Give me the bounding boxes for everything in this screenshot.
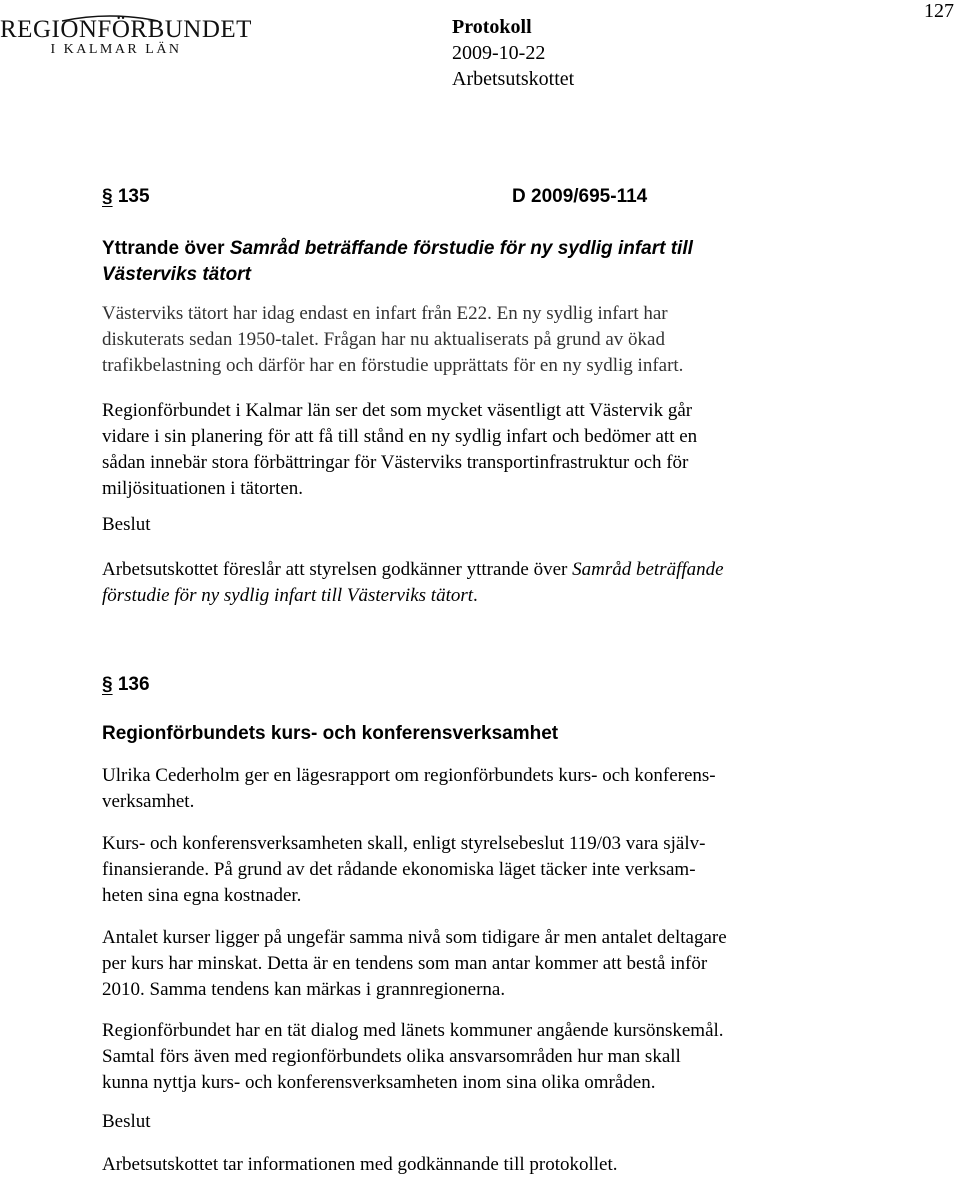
logo-name: REGIONFÖRBUNDET: [0, 16, 252, 43]
text-line: Samtal förs även med regionförbundets olika ansvarsområden hur man skall: [102, 1046, 681, 1067]
section-135-decision: [102, 557, 872, 609]
decision-end: .: [473, 585, 478, 606]
text-line: diskuterats sedan 1950-talet. Frågan har nu aktualiserats på grund av ökad: [102, 329, 665, 350]
title-italic: Samråd beträffande förstudie för ny sydlig infart till: [229, 238, 693, 259]
page-number: 127: [924, 0, 954, 22]
section-136-title: Regionförbundets kurs- och konferensverksamhet: [102, 723, 559, 744]
section-135-paragraph: [102, 398, 872, 502]
document-type: Protokoll: [452, 16, 532, 38]
text-line: Kurs- och konferensverksamheten skall, enligt styrelsebeslut 119/03 vara själv-: [102, 833, 706, 854]
text-line: miljösituationen i tätorten.: [102, 478, 304, 499]
logo-swoosh-icon: [60, 14, 160, 22]
decision-label: Beslut: [102, 1111, 151, 1132]
text-line: 2010. Samma tendens kan märkas i grannregionerna.: [102, 979, 506, 1000]
text-line: finansierande. På grund av det rådande ekonomiska läget täcker inte verksam-: [102, 859, 696, 880]
text-line: trafikbelastning och därför har en förstudie upprättats för en ny sydlig infart.: [102, 355, 684, 376]
section-135-title: [102, 236, 862, 288]
text-line: Ulrika Cederholm ger en lägesrapport om regionförbundets kurs- och konferens-: [102, 765, 716, 786]
decision-text: Arbetsutskottet föreslår att styrelsen godkänner yttrande över: [102, 559, 573, 580]
section-136-paragraph: [102, 763, 872, 815]
text-line: vidare i sin planering för att få till stånd en ny sydlig infart och bedömer att en: [102, 426, 698, 447]
paragraph-sign: §: [102, 186, 113, 207]
section-135-paragraph: [102, 301, 872, 379]
paragraph-sign: §: [102, 674, 113, 695]
text-line: Regionförbundet i Kalmar län ser det som mycket väsentligt att Västervik går: [102, 400, 693, 421]
decision-label: Beslut: [102, 514, 151, 535]
section-136-paragraph: [102, 925, 872, 1003]
logo-county: I KALMAR LÄN: [50, 42, 182, 57]
document-body: Arbetsutskottet: [452, 68, 575, 90]
decision-italic: Samråd beträffande: [572, 559, 724, 580]
document-date: 2009-10-22: [452, 42, 546, 64]
title-prefix: Yttrande över: [102, 238, 230, 259]
text-line: per kurs har minskat. Detta är en tendens som man antar kommer att bestå inför: [102, 953, 708, 974]
text-line: sådan innebär stora förbättringar för Västerviks transportinfrastruktur och för: [102, 452, 689, 473]
text-line: heten sina egna kostnader.: [102, 885, 302, 906]
section-number: 135: [117, 186, 150, 207]
section-136-heading: [102, 674, 150, 696]
section-number: 136: [117, 674, 150, 695]
text-line: kunna nyttja kurs- och konferensverksamheten inom sina olika områden.: [102, 1072, 656, 1093]
text-line: Västerviks tätort har idag endast en infart från E22. En ny sydlig infart har: [102, 303, 668, 324]
text-line: verksamhet.: [102, 791, 195, 812]
text-line: Regionförbundet har en tät dialog med länets kommuner angående kursönskemål.: [102, 1020, 724, 1041]
section-135-heading: [102, 186, 648, 208]
regionforbundet-logo: [0, 16, 252, 58]
text-line: Antalet kurser ligger på ungefär samma nivå som tidigare år men antalet deltagare: [102, 927, 727, 948]
title-italic: Västerviks tätort: [102, 264, 251, 285]
section-136-paragraph: [102, 831, 872, 909]
section-136-paragraph: [102, 1018, 872, 1096]
document-header: [452, 14, 574, 92]
decision-italic: förstudie för ny sydlig infart till Västerviks tätort: [102, 585, 474, 606]
diarienummer: D 2009/695-114: [512, 186, 648, 207]
section-136-decision: Arbetsutskottet tar informationen med godkännande till protokollet.: [102, 1154, 618, 1175]
